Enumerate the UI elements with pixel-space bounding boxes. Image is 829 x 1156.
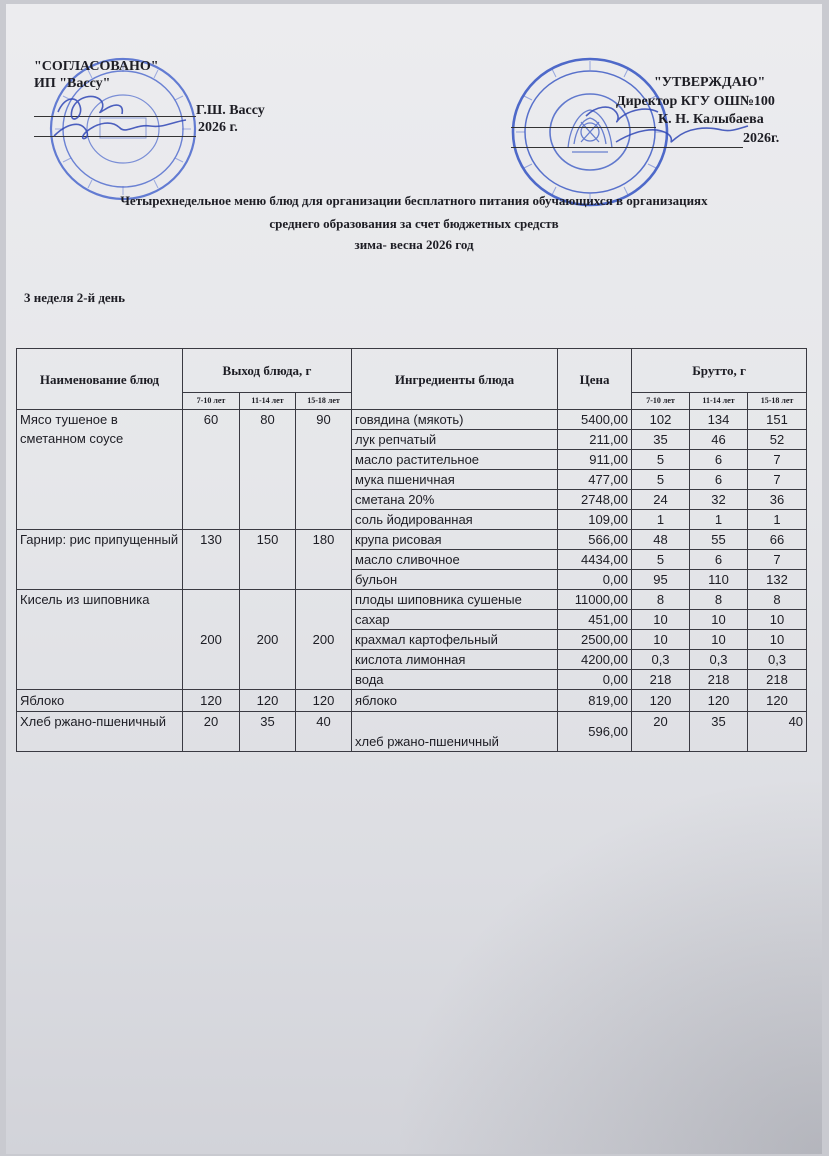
ingredient-price: 2748,00 [558,490,632,510]
left-date-line [34,136,196,137]
left-signature-line [34,116,196,117]
dish-yield: 60 [183,410,240,530]
ingredient-gross: 6 [690,450,748,470]
ingredient-name: плоды шиповника сушеные [352,590,558,610]
table-row [17,410,807,430]
ingredient-gross: 1 [632,510,690,530]
dish-yield: 180 [296,530,352,590]
header-gross-age-15-18: 15-18 лет [748,393,807,410]
ingredient-gross: 151 [748,410,807,430]
ingredient-gross: 1 [690,510,748,530]
dish-name: Кисель из шиповника [17,590,183,690]
ingredient-gross: 40 [748,712,807,752]
dish-yield: 130 [183,530,240,590]
ingredient-gross: 218 [690,670,748,690]
ingredient-name: сахар [352,610,558,630]
ingredient-name: масло растительное [352,450,558,470]
ingredient-gross: 35 [632,430,690,450]
header-price: Цена [558,349,632,410]
dish-yield: 90 [296,410,352,530]
ingredient-gross: 7 [748,450,807,470]
ingredient-gross: 8 [690,590,748,610]
right-date-line [511,147,743,148]
ingredient-gross: 102 [632,410,690,430]
ingredient-name: говядина (мякоть) [352,410,558,430]
ingredient-gross: 35 [690,712,748,752]
right-approval-approve: "УТВЕРЖДАЮ" [654,75,766,90]
ingredient-price: 451,00 [558,610,632,630]
ingredient-gross: 46 [690,430,748,450]
ingredient-price: 5400,00 [558,410,632,430]
document-page [6,4,822,1154]
menu-table [16,348,807,752]
right-approval-signer: К. Н. Калыбаева [658,112,764,127]
dish-yield: 120 [296,690,352,712]
ingredient-gross: 10 [690,630,748,650]
ingredient-gross: 120 [748,690,807,712]
dish-yield: 200 [296,590,352,690]
ingredient-gross: 48 [632,530,690,550]
page-shadow [392,774,822,1154]
title-line-1: Четырехнедельное меню блюд для организации бесплатного питания обучающихся в организациях [120,193,708,208]
ingredient-name: соль йодированная [352,510,558,530]
ingredient-price: 0,00 [558,570,632,590]
ingredient-gross: 120 [690,690,748,712]
ingredient-name: лук репчатый [352,430,558,450]
right-approval-year: 2026г. [743,131,780,146]
ingredient-gross: 36 [748,490,807,510]
ingredient-gross: 110 [690,570,748,590]
ingredient-gross: 66 [748,530,807,550]
ingredient-gross: 8 [748,590,807,610]
header-yield-age-15-18: 15-18 лет [296,393,352,410]
ingredient-price: 596,00 [558,712,632,752]
dish-name: Яблоко [17,690,183,712]
table-row [17,690,807,712]
dish-yield: 40 [296,712,352,752]
ingredient-gross: 10 [690,610,748,630]
ingredient-name: кислота лимонная [352,650,558,670]
ingredient-price: 911,00 [558,450,632,470]
ingredient-price: 2500,00 [558,630,632,650]
ingredient-gross: 20 [632,712,690,752]
header-yield: Выход блюда, г [183,349,352,393]
header-yield-age-11-14: 11-14 лет [240,393,296,410]
left-approval-year: 2026 г. [198,120,238,135]
dish-name: Гарнир: рис припущенный [17,530,183,590]
ingredient-gross: 7 [748,550,807,570]
day-subtitle: 3 неделя 2-й день [24,290,126,305]
ingredient-gross: 120 [632,690,690,712]
title-line-3: зима- весна 2026 год [354,237,474,252]
right-signature-line [511,127,656,128]
dish-yield: 120 [240,690,296,712]
ingredient-gross: 5 [632,550,690,570]
dish-yield: 80 [240,410,296,530]
ingredient-gross: 8 [632,590,690,610]
left-approval-agreed: "СОГЛАСОВАНО" [34,59,159,74]
header-gross-age-11-14: 11-14 лет [690,393,748,410]
header-gross-age-7-10: 7-10 лет [632,393,690,410]
ingredient-gross: 5 [632,470,690,490]
ingredient-gross: 95 [632,570,690,590]
right-stamp-seal [510,56,670,208]
header-gross: Брутто, г [632,349,807,393]
header-yield-age-7-10: 7-10 лет [183,393,240,410]
ingredient-name: вода [352,670,558,690]
ingredient-name: хлеб ржано-пшеничный [352,712,558,752]
dish-name: Мясо тушеное в сметанном соусе [17,410,183,530]
table-row [17,590,807,610]
ingredient-gross: 10 [748,630,807,650]
dish-yield: 35 [240,712,296,752]
dish-yield: 200 [183,590,240,690]
ingredient-price: 4434,00 [558,550,632,570]
ingredient-name: яблоко [352,690,558,712]
dish-yield: 150 [240,530,296,590]
table-row [17,530,807,550]
left-approval-entity: ИП "Вассу" [34,76,111,91]
ingredient-gross: 6 [690,470,748,490]
ingredient-price: 566,00 [558,530,632,550]
left-approval-signer: Г.Ш. Вассу [196,103,265,118]
ingredient-gross: 52 [748,430,807,450]
ingredient-name: мука пшеничная [352,470,558,490]
title-line-2: среднего образования за счет бюджетных средств [269,216,559,231]
ingredient-gross: 134 [690,410,748,430]
ingredient-name: крупа рисовая [352,530,558,550]
ingredient-gross: 0,3 [632,650,690,670]
ingredient-gross: 55 [690,530,748,550]
ingredient-gross: 10 [632,630,690,650]
ingredient-gross: 6 [690,550,748,570]
ingredient-gross: 0,3 [748,650,807,670]
header-dish: Наименование блюд [17,349,183,410]
ingredient-gross: 7 [748,470,807,490]
ingredient-name: крахмал картофельный [352,630,558,650]
ingredient-gross: 10 [632,610,690,630]
ingredient-price: 109,00 [558,510,632,530]
dish-yield: 120 [183,690,240,712]
ingredient-gross: 218 [748,670,807,690]
ingredient-gross: 218 [632,670,690,690]
ingredient-name: бульон [352,570,558,590]
header-ingredients: Ингредиенты блюда [352,349,558,410]
dish-name: Хлеб ржано-пшеничный [17,712,183,752]
ingredient-price: 819,00 [558,690,632,712]
ingredient-name: масло сливочное [352,550,558,570]
dish-yield: 200 [240,590,296,690]
right-approval-position: Директор КГУ ОШ№100 [616,94,775,109]
ingredient-gross: 24 [632,490,690,510]
ingredient-price: 477,00 [558,470,632,490]
ingredient-gross: 132 [748,570,807,590]
dish-yield: 20 [183,712,240,752]
ingredient-price: 211,00 [558,430,632,450]
ingredient-price: 11000,00 [558,590,632,610]
ingredient-gross: 0,3 [690,650,748,670]
ingredient-gross: 32 [690,490,748,510]
ingredient-gross: 10 [748,610,807,630]
ingredient-gross: 1 [748,510,807,530]
table-row [17,712,807,752]
ingredient-price: 4200,00 [558,650,632,670]
ingredient-gross: 5 [632,450,690,470]
ingredient-price: 0,00 [558,670,632,690]
ingredient-name: сметана 20% [352,490,558,510]
